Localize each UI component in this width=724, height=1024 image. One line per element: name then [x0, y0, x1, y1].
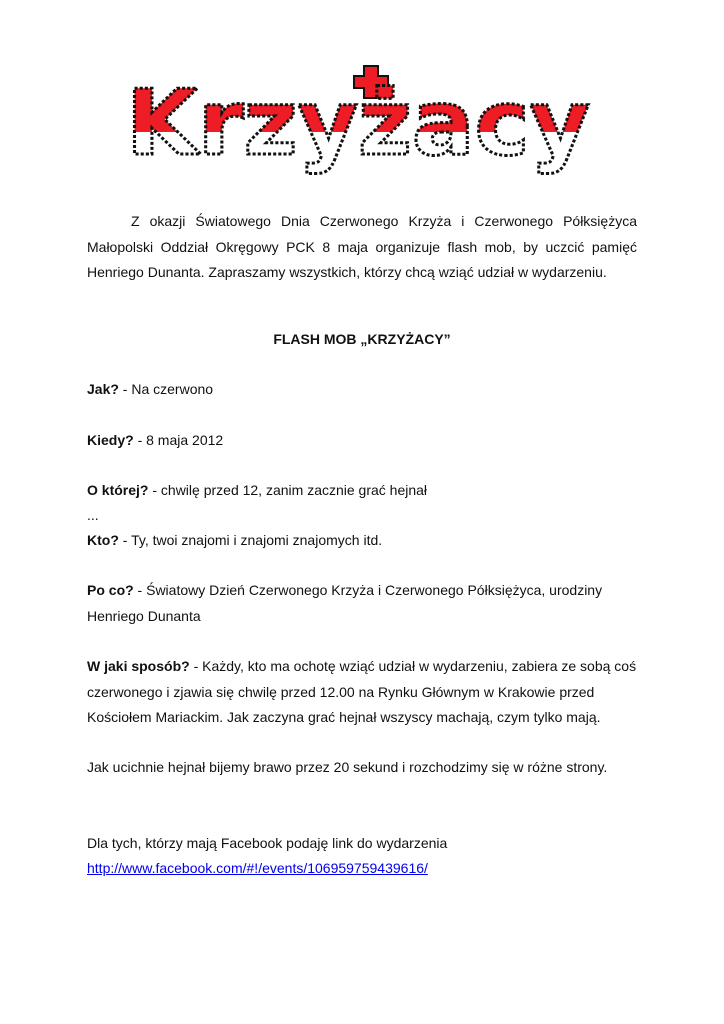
item-kto — [87, 528, 647, 554]
item-kto-text: - Ty, twoi znajomi i znajomi znajomych itd. — [118, 532, 383, 548]
item-w-jaki-sposob-text: - Każdy, kto ma ochotę wziąć udział w wydarzeniu, zabiera ze sobą coś czerwonego i zjawia się chwilę przed 12.00 na Rynku Głównym w Krakowie przed Kościołem Mariackim. Jak zaczyna grać hejnał wszyscy machają, czym tylko mają. — [87, 658, 637, 725]
facebook-text: Dla tych, którzy mają Facebook podaję link do wydarzenia — [87, 835, 448, 851]
item-kiedy-label: Kiedy? — [87, 432, 134, 448]
item-po-co-label: Po co? — [87, 582, 134, 598]
item-po-co-text: - Światowy Dzień Czerwonego Krzyża i Czerwonego Półksiężyca, urodziny Henriego Dunanta — [87, 582, 603, 624]
item-jak-label: Jak? — [87, 381, 119, 397]
facebook-event-link[interactable]: http://www.facebook.com/#!/events/106959759439616/ — [87, 860, 428, 876]
krzyzacy-logo-graphic — [124, 62, 594, 180]
item-o-ktorej-text: - chwilę przed 12, zanim zacznie grać hejnał — [148, 482, 428, 498]
item-o-ktorej — [87, 478, 647, 504]
ellipsis: ... — [87, 507, 99, 523]
facebook-link-line — [87, 856, 647, 882]
item-w-jaki-sposob-label: W jaki sposób? — [87, 658, 190, 674]
item-o-ktorej-label: O której? — [87, 482, 149, 498]
item-kiedy-text: - 8 maja 2012 — [133, 432, 224, 448]
item-jak — [87, 377, 647, 403]
closing-line: Jak ucichnie hejnał bijemy brawo przez 20 sekund i rozchodzimy się w różne strony. — [87, 759, 608, 775]
item-w-jaki-sposob — [87, 654, 645, 731]
item-kiedy — [87, 428, 647, 454]
intro-paragraph: Z okazji Światowego Dnia Czerwonego Krzyża i Czerwonego Półksiężyca Małopolski Oddział Okręgowy PCK 8 maja organizuje flash mob, by uczcić pamięć Henriego Dunanta. Zapraszamy wszystkich, którzy chcą wziąć udział w wydarzeniu. — [87, 213, 637, 280]
logo — [124, 62, 594, 180]
document-body — [87, 209, 637, 876]
item-kto-label: Kto? — [87, 532, 119, 548]
item-jak-text: - Na czerwono — [118, 381, 214, 397]
item-po-co — [87, 578, 637, 629]
logo-text: Krzyżacy — [126, 71, 590, 176]
event-title: FLASH MOB „KRZYŻACY” — [273, 331, 451, 347]
